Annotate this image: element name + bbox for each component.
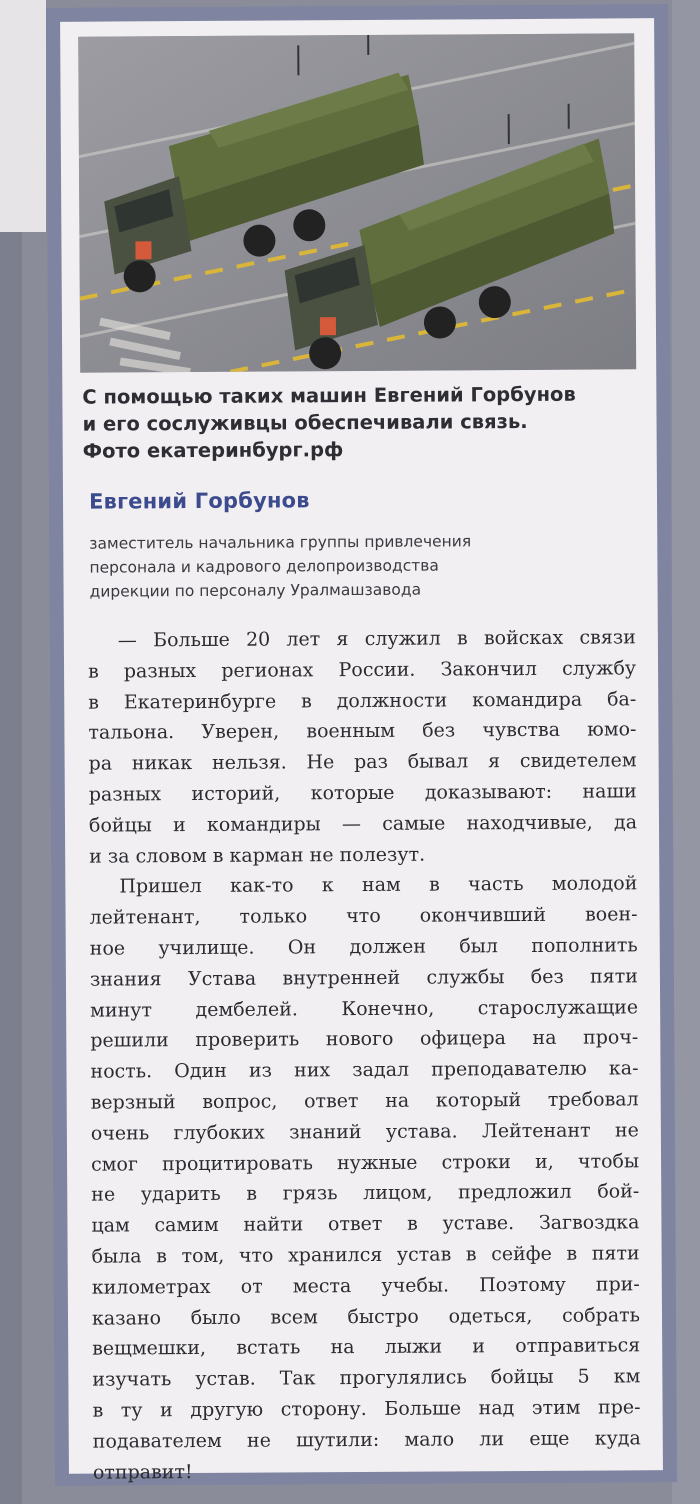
photo-caption <box>82 380 642 464</box>
article-line: вещмешки, встать на лыжи и отправиться <box>92 1334 641 1360</box>
article-line: тальона. Уверен, военным без чувства юмо- <box>88 718 637 745</box>
trucks-on-parade-photo <box>78 33 636 372</box>
article-line: Пришел как-то к нам в часть молодой <box>119 872 638 898</box>
article-line: бойцы и командиры — самые находчивые, да <box>88 811 638 837</box>
author-role-line: заместитель начальника группы привлечения <box>89 532 472 553</box>
article-line: километрах от места учебы. Поэтому при- <box>91 1273 640 1299</box>
article-line: лейтенант, только что окончивший воен- <box>89 903 638 929</box>
article-line: была в том, что хранился устав в сейфе в пяти <box>91 1242 640 1268</box>
article-line: изучать устав. Так прогулялись бойцы 5 км <box>92 1365 641 1391</box>
article-line: ное училище. Он должен был пополнить <box>89 934 638 960</box>
article-photo <box>78 33 636 372</box>
background-right-edge <box>672 0 700 1504</box>
article-body <box>88 622 641 1488</box>
background-left-edge <box>0 232 22 1504</box>
article-line: подавателем не шутили: мало ли еще куда <box>92 1427 641 1453</box>
article-line: казано было всем быстро одеться, собрать <box>91 1303 641 1330</box>
caption-line: и его сослуживцы обеспечивали связь. <box>82 409 528 436</box>
article-line: в ту и другую сторону. Больше над этим пре- <box>92 1396 641 1422</box>
caption-line: Фото екатеринбург.рф <box>82 438 344 463</box>
article-line: минут дембелей. Конечно, старослужащие <box>90 995 639 1022</box>
author-role-line: персонала и кадрового делопроизводства <box>89 556 439 577</box>
article-line: смог процитировать нужные строки и, чтобы <box>91 1149 640 1176</box>
article-line: цам самим найти ответ в уставе. Загвоздка <box>91 1211 640 1237</box>
author-role <box>89 528 629 603</box>
article-line: очень глубоких знаний устава. Лейтенант не <box>90 1119 639 1145</box>
article-line: в Екатеринбурге в должности командира ба- <box>88 687 637 714</box>
caption-line: С помощью таких машин Евгений Горбунов <box>82 382 576 409</box>
newspaper-clipping <box>46 4 677 1486</box>
author-name: Евгений Горбунов <box>88 488 310 514</box>
article-line: ность. Один из них задал преподавателю ка- <box>90 1057 639 1083</box>
background-paper-scrap <box>0 0 46 232</box>
article-line: отправит! <box>92 1460 193 1484</box>
article-line: в разных регионах России. Закончил службу <box>87 657 637 683</box>
article-line: знания Устава внутренней службы без пяти <box>89 965 638 991</box>
author-role-line: дирекции по персоналу Уралмашзавода <box>89 580 422 601</box>
article-line: — Больше 20 лет я служил в войсках связи <box>117 626 636 652</box>
paper-sheet <box>60 18 663 1484</box>
article-line: ра никак нельзя. Не раз бывал я свидетелем <box>88 749 637 775</box>
article-line: решили проверить нового офицера на проч- <box>90 1026 639 1053</box>
article-line: и за словом в карман не полезут. <box>89 843 426 868</box>
article-line: не ударить в грязь лицом, предложил бой- <box>91 1180 640 1206</box>
article-line: верзный вопрос, ответ на который требовал <box>90 1088 639 1114</box>
article-line: разных историй, которые доказывают: наши <box>88 780 637 806</box>
